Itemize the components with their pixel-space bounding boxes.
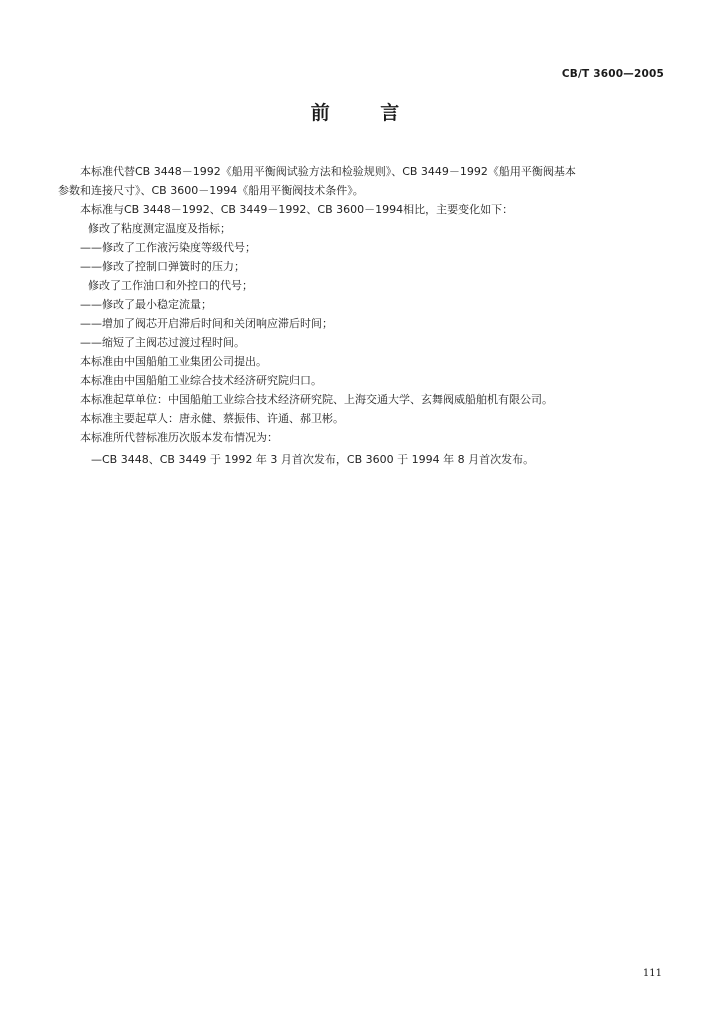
standard-code: CB/T 3600—2005 — [561, 68, 664, 80]
paragraph-administrator: 本标准由中国船舶工业综合技术经济研究院归口。 — [80, 374, 322, 387]
list-item-change: ——增加了阀芯开启滞后时间和关闭响应滞后时间； — [80, 317, 333, 330]
paragraph-changes-intro: 本标准与CB 3448－1992、CB 3449－1992、CB 3600－1994相比，主要变化如下： — [80, 203, 514, 216]
list-item-change: ——修改了控制口弹簧时的压力； — [80, 260, 245, 273]
paragraph-history-intro: 本标准所代替标准历次版本发布情况为： — [80, 431, 278, 444]
paragraph-proposer: 本标准由中国船舶工业集团公司提出。 — [80, 355, 267, 368]
paragraph-drafters: 本标准主要起草人：唐永健、蔡振伟、许通、郝卫彬。 — [80, 412, 344, 425]
paragraph-replaces-line2: 参数和连接尺寸》、CB 3600－1994《船用平衡阀技术条件》。 — [58, 184, 364, 197]
paragraph-replaces-line1: 本标准代替CB 3448－1992《船用平衡阀试验方法和检验规则》、CB 3449－1992《船用平衡阀基本 — [80, 165, 576, 178]
page-title: 前 言 — [310, 102, 422, 124]
list-item-change: 修改了粘度测定温度及指标； — [88, 222, 231, 235]
page-number: 111 — [642, 968, 662, 979]
list-item-change: 修改了工作油口和外控口的代号； — [88, 279, 253, 292]
list-item-change: ——修改了最小稳定流量； — [80, 298, 212, 311]
list-item-change: ——修改了工作液污染度等级代号； — [80, 241, 256, 254]
paragraph-drafting-units: 本标准起草单位：中国船舶工业综合技术经济研究院、上海交通大学、玄舞阀威船舶机有限公司。 — [80, 393, 553, 406]
paragraph-history: —CB 3448、CB 3449 于 1992 年 3 月首次发布，CB 3600 于 1994 年 8 月首次发布。 — [91, 453, 535, 466]
document-body — [58, 162, 668, 469]
list-item-change: ——缩短了主阀芯过渡过程时间。 — [80, 336, 245, 349]
